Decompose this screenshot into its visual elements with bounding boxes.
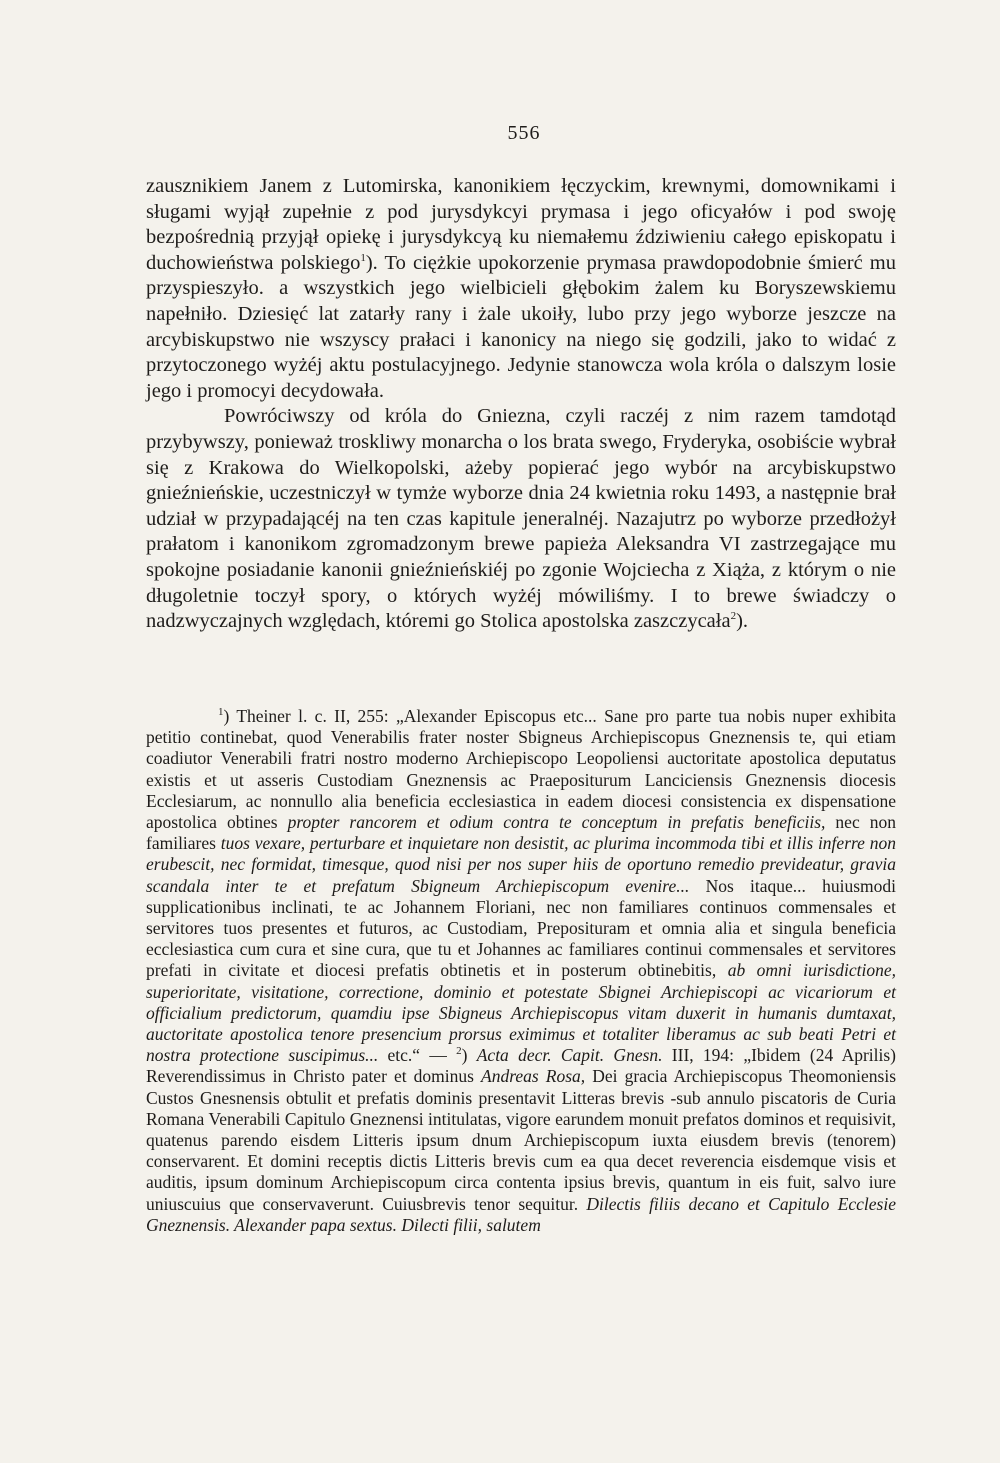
paragraph-2-text: Powróciwszy od króla do Gniezna, czyli raczéj z nim razem tamdotąd przybywszy, ponieważ troskliwy monarcha o los brata swego, Fryderyka, osobiście wybrał się z Krakowa do Wielkopolski, ażeby popierać jego wybór na arcybiskupstwo gnieźnieńskie, uczestniczył w tymże wyborze dnia 24 kwietnia roku 1493, a następnie brał udział w przypadającéj na ten czas kapitule jeneralnéj. Nazajutrz po wyborze przedłożył prałatom i kanonikom zgromadzonym brewe papieża Aleksandra VI zastrzegające mu spokojne posiadanie kanonii gnieźnieńskiéj po zgonie Wojciecha z Xiąża, z którym o nie długoletnie toczył spory, o których wyżéj mówiliśmy. I to brewe świadczy o nadzwyczajnych względach, któremi go Stolica apostolska zaszczycała	[146, 405, 896, 633]
footnote-segment: )	[461, 1045, 477, 1066]
footnote-italic: Andreas Rosa,	[481, 1066, 586, 1087]
footnote-segment: Nos itaque... huiusmodi supplicationibus inclinati, te ac Johannem Floriani, nec non familiares continuos commensales et servitores tuos presentes et futuros, ac Custodiam, Preposituram et omnia alia et singula beneficia ecclesiastica cum cura et sine cura, que tu et Johannes ac familiares continui commensales et servitores prefati in civitate et diocesi prefatis obtinetis et in posterum obtinebitis,	[146, 875, 896, 981]
footnote-italic: propter rancorem et odium contra te conceptum in prefatis beneficiis,	[287, 812, 826, 833]
page-number: 556	[507, 122, 541, 144]
footnote-segment: ) Theiner l. c. II, 255: „Alexander Episcopus etc... Sane pro parte tua nobis nuper exhibita petitio continebat, quod Venerabilis frater noster Sbigneus Archiepiscopus Gneznensis te, qui etiam coadiutor Venerabili fratri nostro moderno Archiepiscopo Leopoliensi auctoritate apostolica deputatus existis et ut asseris Custodiam Gneznensis ac Praepositurum Lanciciensis Gneznensis diocesis Ecclesiarum, ac nonnullo alia beneficia ecclesiastica in eadem diocesi consistencia ex dispensatione apostolica obtines	[146, 706, 896, 833]
footnote-segment: III, 194: „Ibidem (24 Aprilis) Reverendissimus in Christo pater et dominus	[146, 1045, 897, 1087]
footnote-marker-2: 2	[456, 1045, 462, 1058]
footnote-segment: etc.“ —	[378, 1045, 457, 1066]
footnote-ref-2: 2	[730, 610, 737, 623]
footnote-ref-1: 1	[360, 251, 366, 264]
footnote-italic: ab omni iurisdictione, superioritate, visitatione, correctione, dominio et potestate Sbignei Archiepiscopi ac vicariorum et officialium predictorum, quamdiu ipse Sbigneus Archiepiscopus vitam duxerit in humanis dumtaxat, auctoritate apostolica tenore presencium prorsus eximimus et totaliter liberamus ac sub beati Petri et nostra protectione suscipimus...	[146, 960, 896, 1066]
footnote-segment: Dei gracia Archiepiscopus Theomoniensis Custos Gnesnensis obtulit et prefatis dominis presentavit Litteras brevis -sub annulo piscatoris de Curia Romana Venerabili Capitulo Gneznensi intitulatas, vigore earundem monuit prefatos dominos et requisivit, quatenus parendo eisdem Litteris ipsum dnum Archiepiscopum iuxta eiusdem brevis (tenorem) conservarent. Et domini receptis dictis Litteris brevis cum ea qua decet reverencia eisdemque visis et auditis, ipsum dominum Archiepiscopum circa contenta ipsius brevis, quantum in eis fuit, salvo iure uniuscuius que conservaverunt. Cuiusbrevis tenor sequitur.	[146, 1066, 896, 1214]
main-text	[146, 174, 896, 635]
footnote-italic: tuos vexare, perturbare et inquietare non desistit, ac plurima incommoda tibi et illis inferre non erubescit, nec formidat, timesque, quod nisi per nos super hiis de oportuno remedio prevideatur, gravia scandala inter te et prefatum Sbigneum Archiepiscopum evenire...	[146, 833, 896, 896]
footnote-marker-1: 1	[218, 706, 224, 719]
paragraph-1	[146, 174, 896, 404]
footnotes	[146, 706, 896, 1236]
paragraph-1-text: zausznikiem Janem z Lutomirska, kanonikiem łęczyckim, krewnymi, domownikami i sługami wyjął zupełnie z pod jurysdykcyi prymasa i jego oficyałów i pod swoję bezpośrednią przyjął opiekę i jurysdykcyą ku niemałemu ździwieniu całego episkopatu i duchowieństwa polskiego	[146, 175, 896, 274]
footnote-italic: Acta decr. Capit. Gnesn.	[476, 1045, 663, 1066]
paragraph-2	[146, 404, 896, 634]
footnote-italic: Dilectis filiis decano et Capitulo Ecclesie Gneznensis. Alexander papa sextus. Dilecti filii, salutem	[146, 1193, 896, 1235]
paragraph-1-text-cont: ). To ciężkie upokorzenie prymasa prawdopodobnie śmierć mu przyspieszyło. a wszystkich jego wielbicieli głębokim żalem ku Boryszewskiemu napełniło. Dziesięć lat zatarły rany i żale ukoiły, lubo przy jego wyborze jeszcze na arcybiskupstwo nie wszyscy prałaci i kanonicy na niego się godzili, jako to widać z przytoczonego wyżéj aktu postulacyjnego. Jedynie stanowcza wola króla o dalszym losie jego i promocyi decydowała.	[146, 251, 896, 402]
paragraph-2-text-cont: ).	[736, 610, 749, 633]
footnote-text	[146, 706, 896, 1236]
footnote-segment: nec non familiares	[146, 812, 896, 854]
